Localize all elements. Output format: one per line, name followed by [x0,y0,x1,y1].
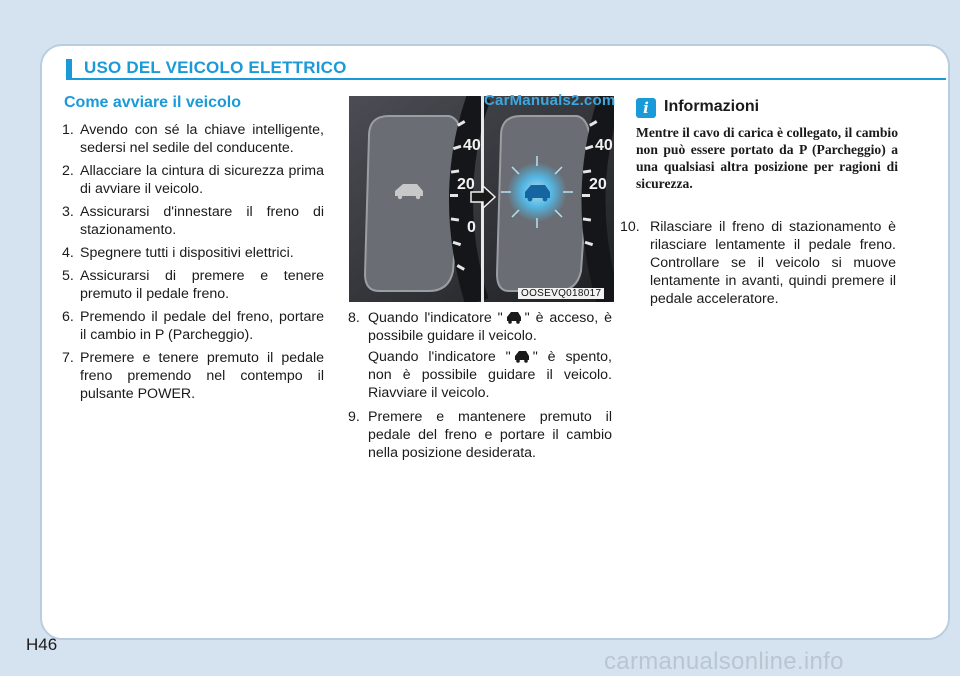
step-number: 6. [62,309,74,325]
list-item-step-1 [62,121,324,157]
step-text: Premendo il pedale del freno, portare il cambio in P (Parcheggio). [80,309,324,343]
figure-code: OOSEVQ018017 [518,288,604,299]
page-number: H46 [26,635,58,654]
steps-column-3 [620,218,896,313]
gauge-right-label-1: 20 [589,176,607,193]
list-item-step-6 [62,308,324,344]
step-number: 8. [348,310,360,326]
cluster-illustration [349,96,614,302]
step-text: Avendo con sé la chiave intelligente, sedersi nel sedile del conducente. [80,122,324,156]
list-item-step-4 [62,244,324,262]
step-text: Assicurarsi d'innestare il freno di stazionamento. [80,204,324,238]
step-number: 3. [62,204,74,220]
gauge-left-label-1: 20 [457,176,475,193]
gauge-left-label-2: 0 [467,219,476,236]
list-item-step-8 [348,309,612,345]
step-8-text-b-after: " è spento, non è possibile guidare il veicolo. Riavviare il veicolo. [368,349,612,401]
step-number: 9. [348,409,360,425]
info-text: Mentre il cavo di carica è collegato, il cambio non può essere portato da P (Parcheggio) a una qualsiasi altra posizione per ragioni di sicurezza. [636,125,898,191]
step-10-text: Rilasciare il freno di stazionamento è rilasciare lentamente il pedale freno. Controllare se il veicolo si muove lentamente in avanti, quindi premere il pedale acceleratore. [650,219,896,307]
header-title: USO DEL VEICOLO ELETTRICO [84,58,347,77]
ready-indicator-icon [504,310,524,324]
step-number: 2. [62,163,74,179]
list-item-step-9 [348,408,612,462]
step-8-text-b-before: Quando l'indicatore " [368,349,511,365]
steps-column-1 [62,121,324,408]
list-item-step-10 [620,218,896,308]
step-number: 1. [62,122,74,138]
step-8-paragraph-b [348,348,612,402]
step-number: 7. [62,350,74,366]
info-title: Informazioni [664,98,760,115]
step-text: Allacciare la cintura di sicurezza prima di avviare il veicolo. [80,163,324,197]
list-item-step-7 [62,349,324,403]
step-number: 4. [62,245,74,261]
gauge-left-label-0: 40 [463,137,481,154]
ready-indicator-icon [512,349,532,363]
info-icon: i [636,98,656,118]
gauge-right-label-0: 40 [595,137,613,154]
left-panel [365,96,481,302]
section-header [66,59,946,79]
step-8-text-a-before: Quando l'indicatore " [368,310,503,326]
step-text: Assicurarsi di premere e tenere premuto il pedale freno. [80,268,324,302]
list-item-step-3 [62,203,324,239]
header-rule [66,78,946,80]
dashboard-figure [349,96,614,302]
right-panel [497,96,613,302]
section-title: Come avviare il veicolo [64,94,241,111]
steps-column-2 [348,309,612,467]
list-item-step-2 [62,162,324,198]
list-item-step-5 [62,267,324,303]
step-number: 5. [62,268,74,284]
watermark-top[interactable]: CarManuals2.com [484,92,616,109]
step-8-text-a-after: " è acceso, è possibile guidare il veicolo. [368,310,612,344]
header-accent [66,59,72,79]
step-text: Premere e tenere premuto il pedale freno premendo nel contempo il pulsante POWER. [80,350,324,402]
step-number: 10. [620,219,640,235]
footer-watermark[interactable]: carmanualsonline.info [604,648,844,675]
step-9-text: Premere e mantenere premuto il pedale del freno e portare il cambio nella posizione desiderata. [368,409,612,461]
step-text: Spegnere tutti i dispositivi elettrici. [80,245,294,261]
